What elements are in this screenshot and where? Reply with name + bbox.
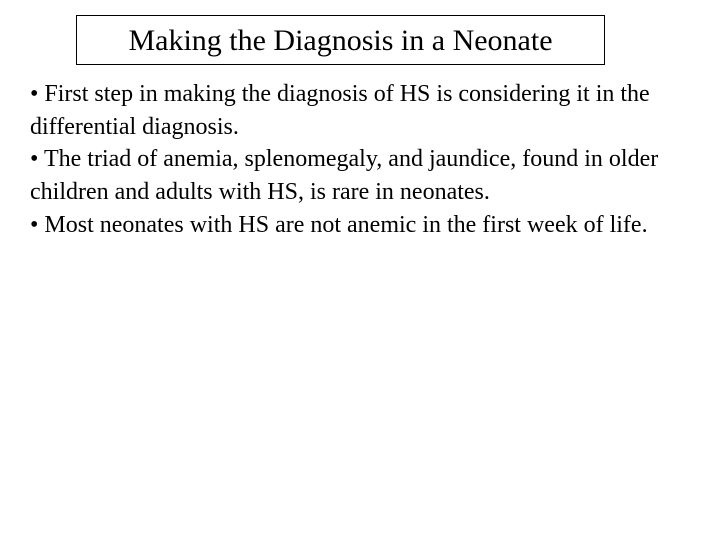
bullet-item: • First step in making the diagnosis of HS is considering it in the differential diagnosis. bbox=[30, 81, 650, 140]
bullet-item: • The triad of anemia, splenomegaly, and jaundice, found in older children and adults with HS, is rare in neonates. bbox=[30, 146, 659, 205]
slide-body bbox=[30, 78, 695, 241]
slide-title: Making the Diagnosis in a Neonate bbox=[128, 24, 553, 57]
bullet-item: • Most neonates with HS are not anemic in the first week of life. bbox=[30, 211, 648, 238]
slide-title-box bbox=[76, 15, 605, 65]
